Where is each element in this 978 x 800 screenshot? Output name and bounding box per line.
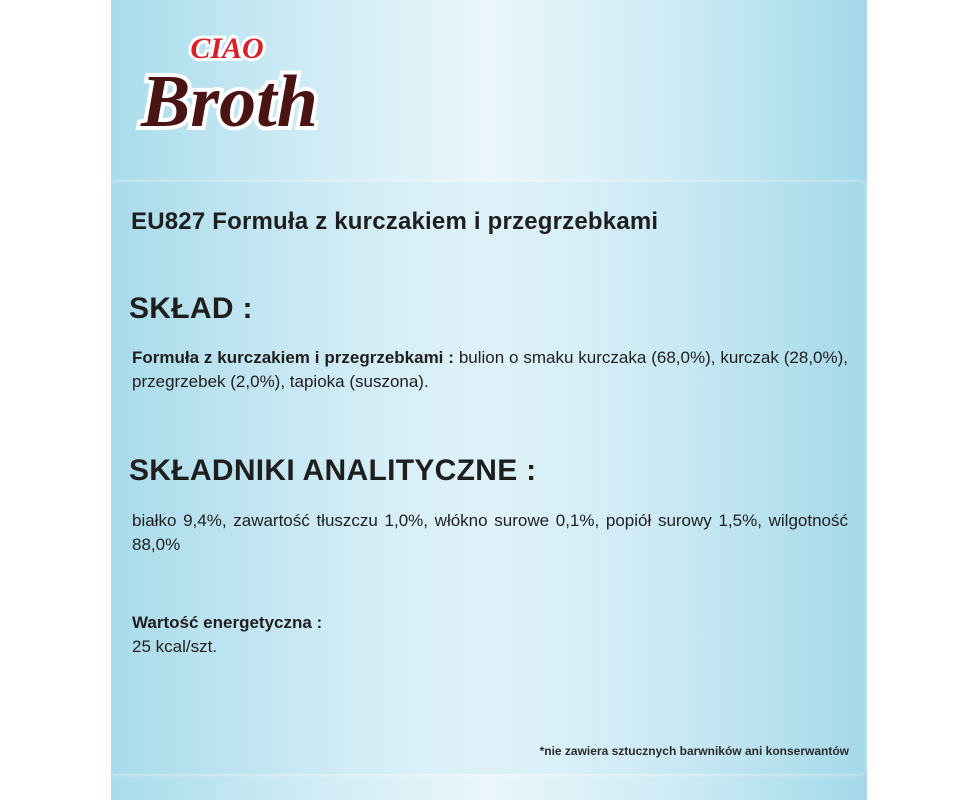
composition-label: Formuła z kurczakiem i przegrzebkami :	[132, 348, 454, 367]
footnote: *nie zawiera sztucznych barwników ani konserwantów	[539, 744, 849, 758]
energy-value: 25 kcal/szt.	[132, 637, 218, 656]
energy-label: Wartość energetyczna :	[132, 613, 323, 632]
logo-broth-text: Broth	[141, 61, 318, 140]
product-panel	[111, 0, 867, 800]
ciao-broth-logo	[133, 28, 373, 140]
info-card	[111, 182, 865, 774]
composition-heading: SKŁAD :	[129, 292, 253, 325]
logo-ciao-text: CIAO	[190, 32, 264, 65]
composition-paragraph	[132, 346, 848, 394]
product-title: EU827 Formuła z kurczakiem i przegrzebkami	[131, 208, 659, 235]
composition-text: bulion o smaku kurczaka (68,0%), kurczak (28,0%), przegrzebek (2,0%), tapioka (suszona).	[132, 348, 848, 391]
energy-block	[132, 611, 848, 659]
analytical-heading: SKŁADNIKI ANALITYCZNE :	[129, 454, 537, 487]
analytical-text: białko 9,4%, zawartość tłuszczu 1,0%, włókno surowe 0,1%, popiół surowy 1,5%, wilgotność 88,0%	[132, 511, 848, 554]
